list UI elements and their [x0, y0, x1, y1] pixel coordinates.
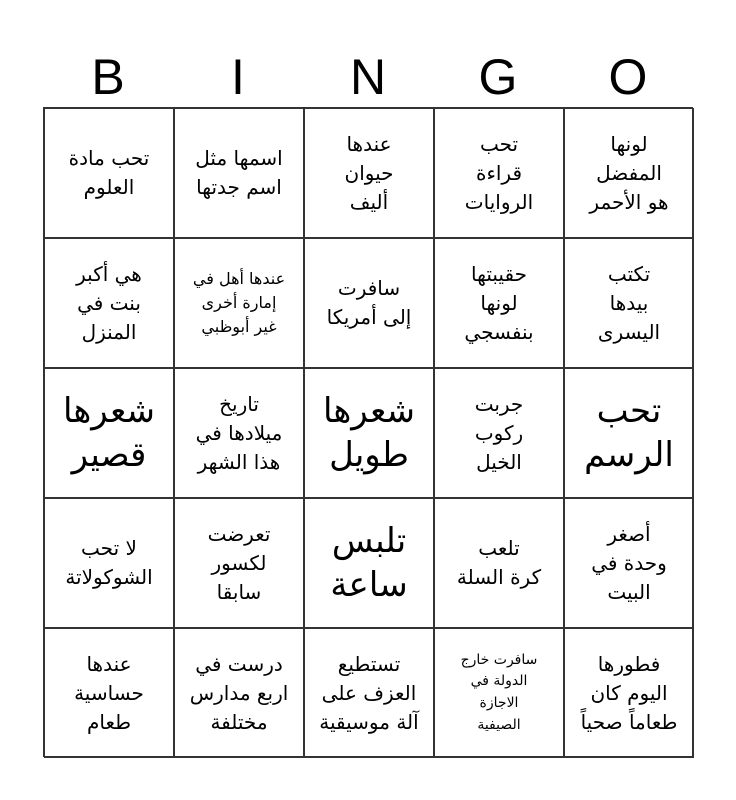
cell-text: حقيبتها لونها بنفسجي — [464, 261, 534, 344]
cell-text: تلعب كرة السلة — [456, 536, 542, 589]
cell-text: شعرها قصير — [63, 390, 155, 475]
cell-text: عندها أهل في إمارة أخرى غير أبوظبي — [192, 269, 286, 336]
bingo-cell[interactable] — [304, 628, 434, 758]
bingo-cell[interactable] — [304, 238, 434, 368]
header-letter-b: B — [91, 49, 125, 105]
bingo-cell[interactable] — [564, 628, 694, 758]
bingo-cell[interactable] — [434, 368, 564, 498]
cell-text: تكتب بيدها اليسرى — [597, 261, 661, 344]
bingo-cell[interactable] — [304, 108, 434, 238]
bingo-cell[interactable] — [174, 108, 304, 238]
cell-text: تلبس ساعة — [330, 520, 408, 605]
header-letter-g: G — [478, 49, 518, 105]
header-letter-n: N — [349, 49, 387, 105]
bingo-board — [43, 107, 693, 757]
cell-text: تعرضت لكسور سابقا — [207, 521, 271, 604]
header-letter-o: O — [608, 49, 648, 105]
cell-text: سافرت إلى أمريكا — [326, 276, 412, 329]
bingo-cell[interactable] — [434, 498, 564, 628]
bingo-cell[interactable] — [564, 498, 694, 628]
cell-text: أصغر وحدة في البيت — [591, 521, 667, 604]
cell-text: تحب قراءة الروايات — [464, 131, 534, 214]
bingo-cell[interactable] — [44, 498, 174, 628]
cell-text: جربت ركوب الخيل — [474, 391, 524, 474]
cell-text: درست في اربع مدارس مختلفة — [189, 651, 289, 734]
bingo-cell[interactable] — [304, 368, 434, 498]
bingo-cell[interactable] — [434, 238, 564, 368]
cell-text: تحب مادة العلوم — [68, 146, 150, 199]
bingo-header — [43, 48, 693, 106]
cell-text: شعرها طويل — [323, 390, 415, 475]
cell-text: تستطيع العزف على آلة موسيقية — [319, 651, 419, 734]
bingo-cell[interactable] — [564, 238, 694, 368]
header-letter-i: I — [231, 49, 245, 105]
bingo-cell[interactable] — [44, 108, 174, 238]
bingo-cell[interactable] — [174, 238, 304, 368]
cell-text: فطورها اليوم كان طعاماً صحياً — [580, 651, 678, 734]
bingo-cell[interactable] — [174, 498, 304, 628]
bingo-cell[interactable] — [44, 628, 174, 758]
cell-text: عندها حساسية طعام — [74, 651, 144, 734]
cell-text: سافرت خارج الدولة في الاجازة الصيفية — [460, 651, 538, 733]
bingo-cell[interactable] — [564, 368, 694, 498]
bingo-cell[interactable] — [434, 628, 564, 758]
bingo-cell[interactable] — [44, 368, 174, 498]
bingo-cell[interactable] — [44, 238, 174, 368]
bingo-cell[interactable] — [434, 108, 564, 238]
bingo-cell[interactable] — [564, 108, 694, 238]
cell-text: هي أكبر بنت في المنزل — [76, 261, 142, 344]
cell-text: تحب الرسم — [584, 390, 674, 475]
cell-text: لونها المفضل هو الأحمر — [589, 131, 669, 214]
cell-text: لا تحب الشوكولاتة — [65, 536, 153, 589]
cell-text: اسمها مثل اسم جدتها — [195, 146, 283, 199]
cell-text: تاريخ ميلادها في هذا الشهر — [195, 391, 283, 474]
bingo-cell[interactable] — [174, 368, 304, 498]
cell-text: عندها حيوان أليف — [344, 131, 394, 214]
bingo-cell[interactable] — [304, 498, 434, 628]
bingo-cell[interactable] — [174, 628, 304, 758]
